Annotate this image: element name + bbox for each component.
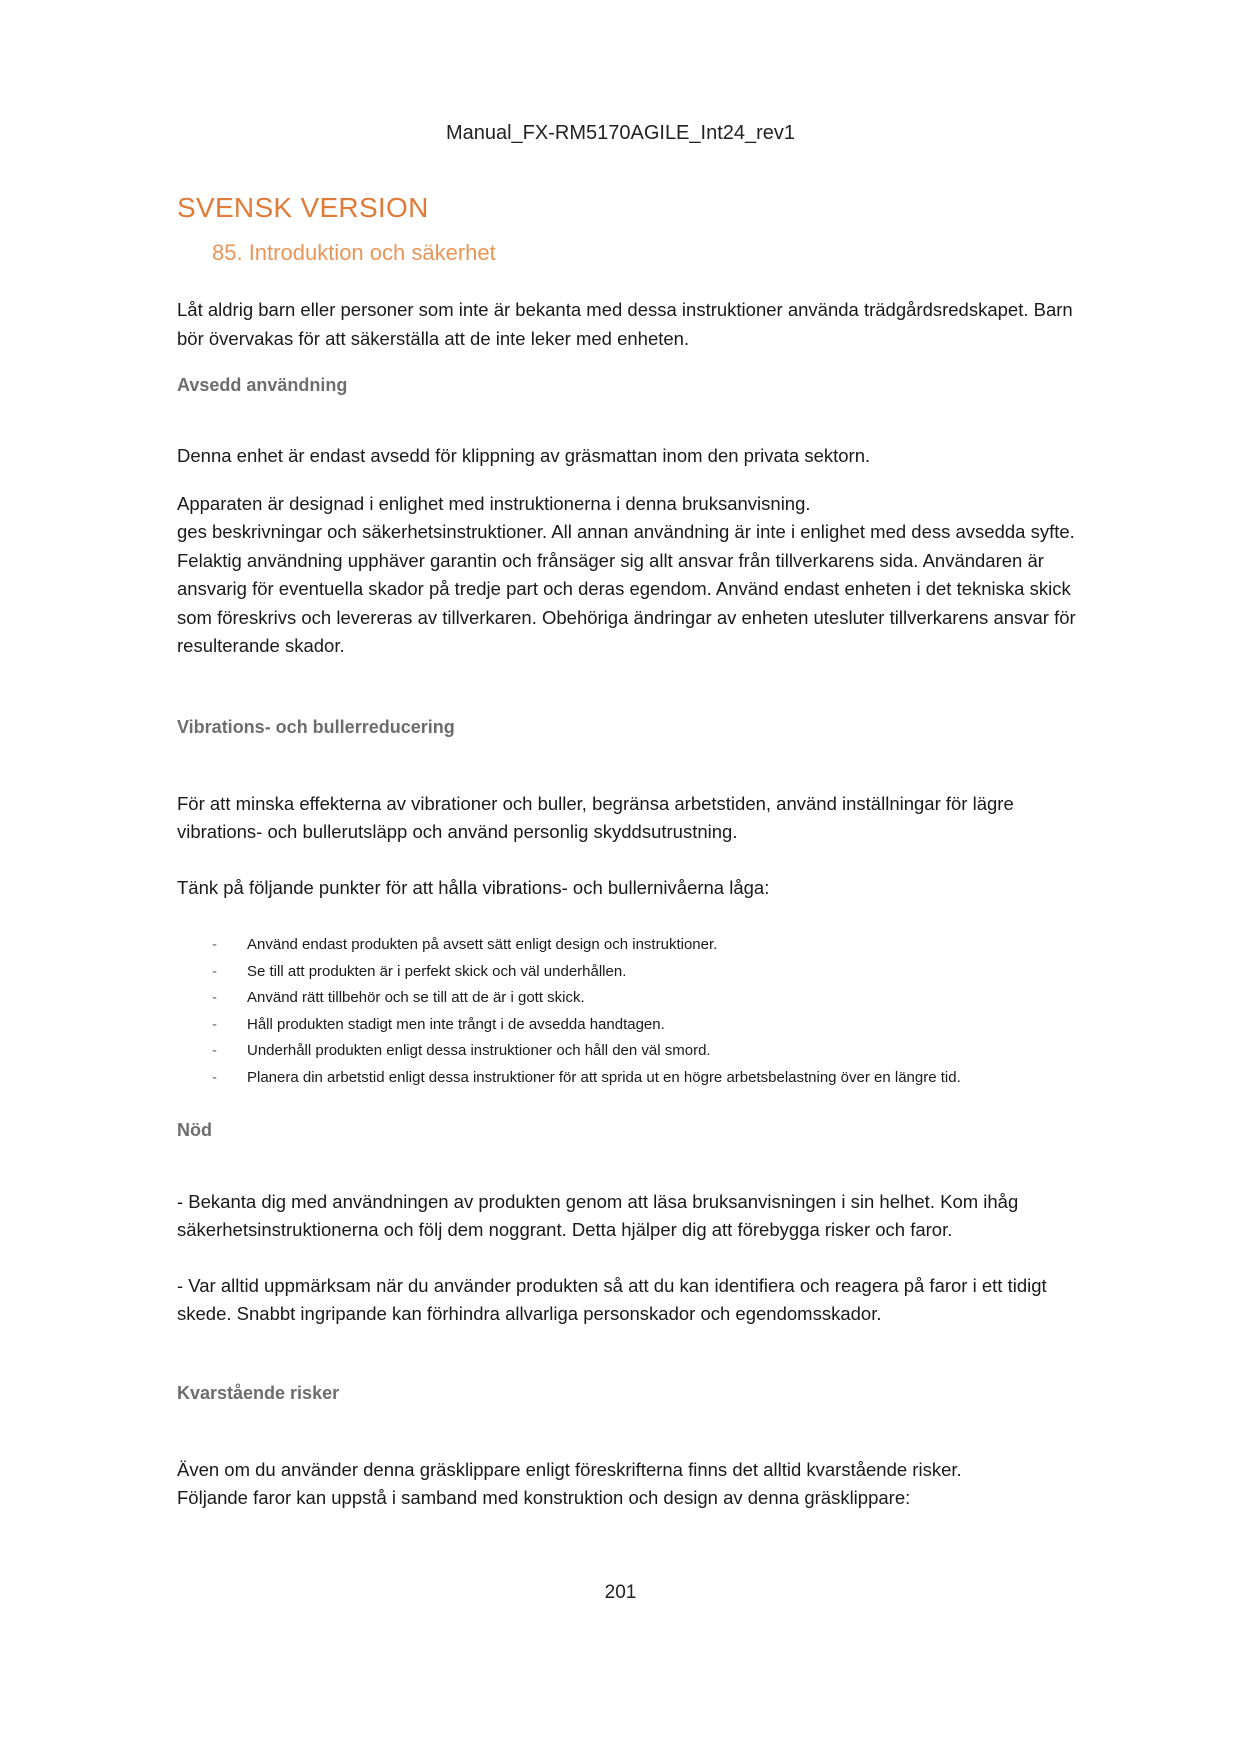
intended-use-paragraph-2-rest: ges beskrivningar och säkerhetsinstruktioner. All annan användning är inte i enlighet med dess avsedda syfte. Felaktig användning upphäver garantin och frånsäger sig allt ansvar från tillverkarens sida. Användaren är ansvarig för eventuella skador på tredje part och deras egendom. Använd endast enheten i det tekniska skick som föreskrivs och levereras av tillverkaren. Obehöriga ändringar av enheten utesluter tillverkarens ansvar för resulterande skador. bbox=[177, 521, 1076, 656]
list-item bbox=[177, 959, 1077, 986]
heading-vibration: Vibrations- och bullerreducering bbox=[177, 716, 455, 737]
residual-risks-line2: Följande faror kan uppstå i samband med konstruktion och design av denna gräsklippare: bbox=[177, 1487, 911, 1509]
residual-risks-paragraph bbox=[177, 1456, 1077, 1513]
vibration-bullet-list bbox=[177, 932, 1077, 1092]
bullet-dash: - bbox=[212, 1042, 217, 1060]
intended-use-paragraph-1: Denna enhet är endast avsedd för klippning av gräsmattan inom den privata sektorn. bbox=[177, 445, 871, 466]
list-item bbox=[177, 932, 1077, 959]
list-item bbox=[177, 985, 1077, 1012]
heading-emergency: Nöd bbox=[177, 1119, 212, 1140]
list-item bbox=[177, 1065, 1077, 1092]
intro-paragraph: Låt aldrig barn eller personer som inte är bekanta med dessa instruktioner använda trädgårdsredskapet. Barn bör övervakas för att säkerställa att de inte leker med enheten. bbox=[177, 299, 1073, 349]
bullet-dash: - bbox=[212, 936, 217, 953]
list-item-text: Underhåll produkten enligt dessa instruktioner och håll den väl smord. bbox=[247, 1042, 711, 1060]
list-item-text: Använd rätt tillbehör och se till att de är i gott skick. bbox=[247, 989, 585, 1007]
main-content bbox=[177, 296, 1077, 1513]
bullet-dash: - bbox=[212, 989, 217, 1007]
intended-use-paragraph-2-line1: Apparaten är designad i enlighet med instruktionerna i denna bruksanvisning. bbox=[177, 492, 811, 514]
list-item bbox=[177, 1038, 1077, 1065]
bullet-dash: - bbox=[212, 1015, 217, 1033]
list-item-text: Använd endast produkten på avsett sätt enligt design och instruktioner. bbox=[247, 936, 718, 953]
bullet-dash: - bbox=[212, 1068, 217, 1086]
residual-risks-line1: Även om du använder denna gräsklippare enligt föreskrifterna finns det alltid kvarstående risker. bbox=[177, 1458, 962, 1480]
page-number: 201 bbox=[604, 1582, 637, 1603]
list-item-text: Håll produkten stadigt men inte trångt i de avsedda handtagen. bbox=[247, 1015, 665, 1033]
emergency-paragraph-1: - Bekanta dig med användningen av produkten genom att läsa bruksanvisningen i sin helhet. Kom ihåg säkerhetsinstruktionerna och följ dem noggrant. Detta hjälper dig att förebygga risker och faror. bbox=[177, 1190, 1019, 1241]
vibration-paragraph-1: För att minska effekterna av vibrationer och buller, begränsa arbetstiden, använd inställningar för lägre vibrations- och bullerutsläpp och använd personlig skyddsutrustning. bbox=[177, 792, 1014, 842]
heading-intended-use: Avsedd användning bbox=[177, 375, 348, 395]
section-title: 85. Introduktion och säkerhet bbox=[212, 240, 496, 265]
intended-use-paragraph-2 bbox=[177, 490, 1077, 661]
page-title: SVENSK VERSION bbox=[177, 192, 429, 223]
page-header: Manual_FX-RM5170AGILE_Int24_rev1 bbox=[445, 122, 796, 144]
vibration-paragraph-2: Tänk på följande punkter för att hålla vibrations- och bullernivåerna låga: bbox=[177, 876, 770, 898]
list-item-text: Planera din arbetstid enligt dessa instruktioner för att sprida ut en högre arbetsbelastning över en längre tid. bbox=[247, 1068, 961, 1086]
emergency-paragraph-2: - Var alltid uppmärksam när du använder produkten så att du kan identifiera och reagera på faror i ett tidigt skede. Snabbt ingripande kan förhindra allvarliga personskador och egendomsskador. bbox=[177, 1274, 1047, 1325]
list-item bbox=[177, 1012, 1077, 1039]
bullet-dash: - bbox=[212, 962, 217, 980]
heading-residual-risks: Kvarstående risker bbox=[177, 1382, 340, 1403]
list-item-text: Se till att produkten är i perfekt skick och väl underhållen. bbox=[247, 962, 627, 980]
